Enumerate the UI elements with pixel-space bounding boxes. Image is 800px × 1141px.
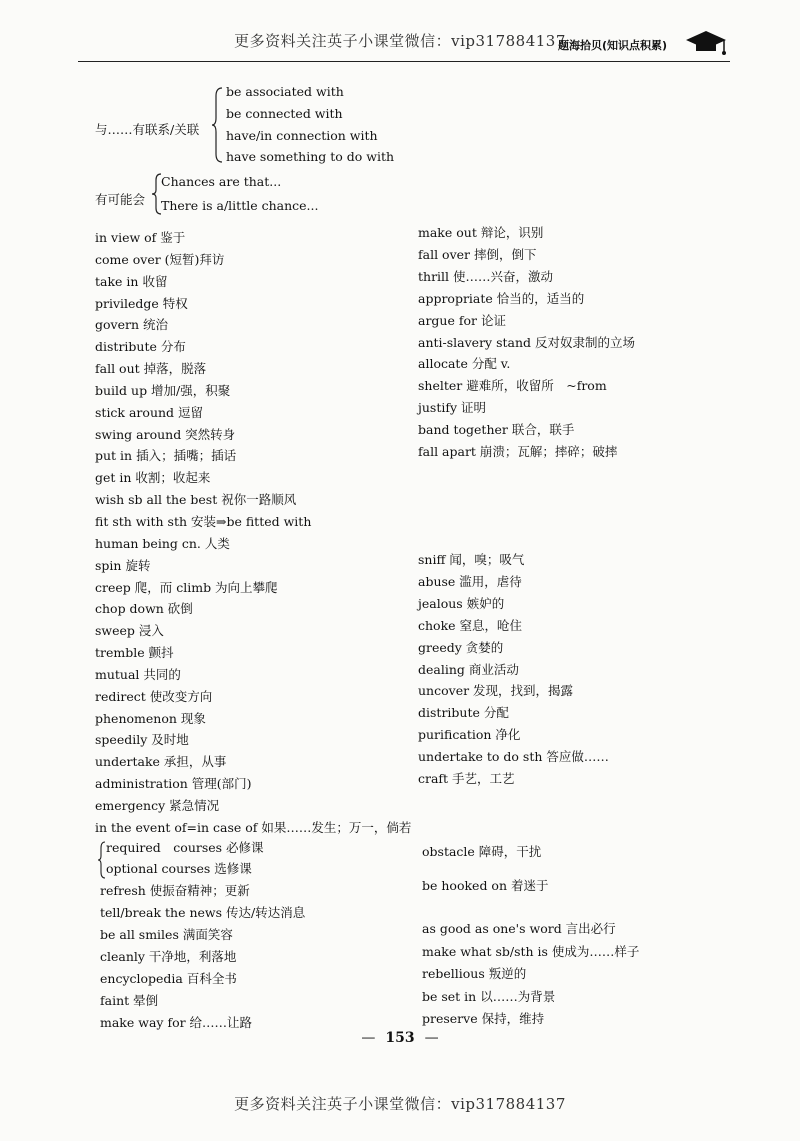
list-item: be hooked on 着迷于 <box>422 878 549 893</box>
list-item: mutual 共同的 <box>95 666 181 682</box>
list-item: govern 统治 <box>95 317 168 333</box>
list-item: craft 手艺，工艺 <box>418 771 515 787</box>
right-column-d <box>422 918 639 1031</box>
group-item: be associated with <box>226 84 344 99</box>
list-item: appropriate 恰当的，适当的 <box>418 290 585 306</box>
list-item: be set in 以……为背景 <box>422 988 556 1004</box>
list-item: fit sth with sth 安装⇒be fitted with <box>95 513 312 529</box>
list-item: fall over 摔倒，倒下 <box>418 246 537 262</box>
left-column-a <box>95 227 411 839</box>
page-number-value: 153 <box>385 1030 415 1046</box>
list-item: faint 晕倒 <box>100 993 159 1008</box>
page-number-dash: — <box>361 1030 376 1046</box>
list-item: speedily 及时地 <box>95 732 189 748</box>
brace-icon <box>212 86 224 164</box>
list-item: build up 增加/强，积聚 <box>95 382 231 398</box>
list-item: make out 辩论，识别 <box>418 225 544 240</box>
list-item: dealing 商业活动 <box>418 661 519 677</box>
list-item: fall out 掉落，脱落 <box>95 361 207 377</box>
group-item: have something to do with <box>226 149 395 164</box>
watermark-bottom: 更多资料关注英子小课堂微信：vip317884137 <box>234 1095 566 1113</box>
left-column-b <box>100 880 305 1034</box>
list-item: redirect 使改变方向 <box>95 688 213 704</box>
list-item: allocate 分配 v. <box>418 356 511 372</box>
list-item: emergency 紧急情况 <box>95 797 220 813</box>
list-item: greedy 贪婪的 <box>418 639 504 655</box>
watermark-top: 更多资料关注英子小课堂微信：vip317884137 <box>234 32 566 50</box>
list-item: purification 净化 <box>418 727 521 743</box>
group-item: required courses 必修课 <box>106 840 264 855</box>
group-label-connection: 与……有联系/关联 <box>95 122 200 137</box>
group-item: Chances are that... <box>161 174 282 189</box>
list-item: justify 证明 <box>418 400 487 416</box>
header-rule <box>78 61 730 62</box>
list-item: administration 管理(部门) <box>95 776 252 792</box>
list-item: phenomenon 现象 <box>95 710 206 726</box>
list-item: come over (短暂)拜访 <box>95 251 225 267</box>
list-item: undertake 承担，从事 <box>95 754 227 770</box>
list-item: uncover 发现，找到，揭露 <box>418 683 574 699</box>
group-item: have/in connection with <box>226 128 378 143</box>
list-item: be all smiles 满面笑容 <box>100 927 233 942</box>
list-item: shelter 避难所，收留所 ~from <box>418 378 607 394</box>
list-item: chop down 砍倒 <box>95 601 193 617</box>
list-item: tremble 颤抖 <box>95 645 174 661</box>
list-item: refresh 使振奋精神；更新 <box>100 883 250 898</box>
list-item: jealous 嫉妒的 <box>418 595 505 611</box>
list-item: spin 旋转 <box>95 557 151 573</box>
list-item: encyclopedia 百科全书 <box>100 971 237 986</box>
right-column-b <box>418 549 609 790</box>
brace-icon <box>98 840 106 880</box>
list-item: obstacle 障碍，干扰 <box>422 844 542 859</box>
list-item: in the event of=in case of 如果……发生；万一，倘若 <box>95 819 412 835</box>
group-item: be connected with <box>226 106 343 121</box>
list-item: sniff 闻，嗅；吸气 <box>418 552 525 567</box>
list-item: thrill 使……兴奋，激动 <box>418 268 554 284</box>
group-item: optional courses 选修课 <box>106 861 252 876</box>
list-item: rebellious 叛逆的 <box>422 966 527 981</box>
list-item: swing around 突然转身 <box>95 426 236 442</box>
list-item: take in 收留 <box>95 273 168 289</box>
list-item: make way for 给……让路 <box>100 1015 253 1030</box>
page-number <box>0 1030 800 1046</box>
list-item: distribute 分布 <box>95 339 186 355</box>
page-number-dash: — <box>424 1030 439 1046</box>
list-item: distribute 分配 <box>418 705 509 721</box>
list-item: sweep 浸入 <box>95 623 164 639</box>
list-item: wish sb all the best 祝你一路顺风 <box>95 492 297 508</box>
graduation-cap-icon <box>684 28 728 56</box>
list-item: fall apart 崩溃；瓦解；摔碎；破摔 <box>418 444 618 460</box>
list-item: tell/break the news 传达/转达消息 <box>100 905 306 920</box>
group-item: There is a/little chance... <box>161 198 319 213</box>
list-item: get in 收割；收起来 <box>95 470 211 486</box>
right-column-a <box>418 222 635 463</box>
list-item: make what sb/sth is 使成为……样子 <box>422 943 640 959</box>
list-item: in view of 鉴于 <box>95 230 186 245</box>
list-item: band together 联合，联手 <box>418 422 575 438</box>
list-item: human being cn. 人类 <box>95 535 230 551</box>
list-item: undertake to do sth 答应做…… <box>418 749 609 765</box>
list-item: creep 爬，而 climb 为向上攀爬 <box>95 579 278 595</box>
list-item: argue for 论证 <box>418 312 506 328</box>
list-item: choke 窒息，呛住 <box>418 617 523 633</box>
list-item: as good as one's word 言出必行 <box>422 921 616 936</box>
list-item: priviledge 特权 <box>95 295 188 311</box>
header-badge: 题海拾贝(知识点积累) <box>558 39 668 52</box>
list-item: put in 插入；插嘴；插话 <box>95 448 237 464</box>
list-item: preserve 保持，维持 <box>422 1011 545 1026</box>
list-item: abuse 滥用，虐待 <box>418 573 522 589</box>
list-item: cleanly 干净地，利落地 <box>100 949 237 964</box>
list-item: anti-slavery stand 反对奴隶制的立场 <box>418 334 635 350</box>
group-label-chance: 有可能会 <box>95 192 146 207</box>
list-item: stick around 逗留 <box>95 404 204 420</box>
